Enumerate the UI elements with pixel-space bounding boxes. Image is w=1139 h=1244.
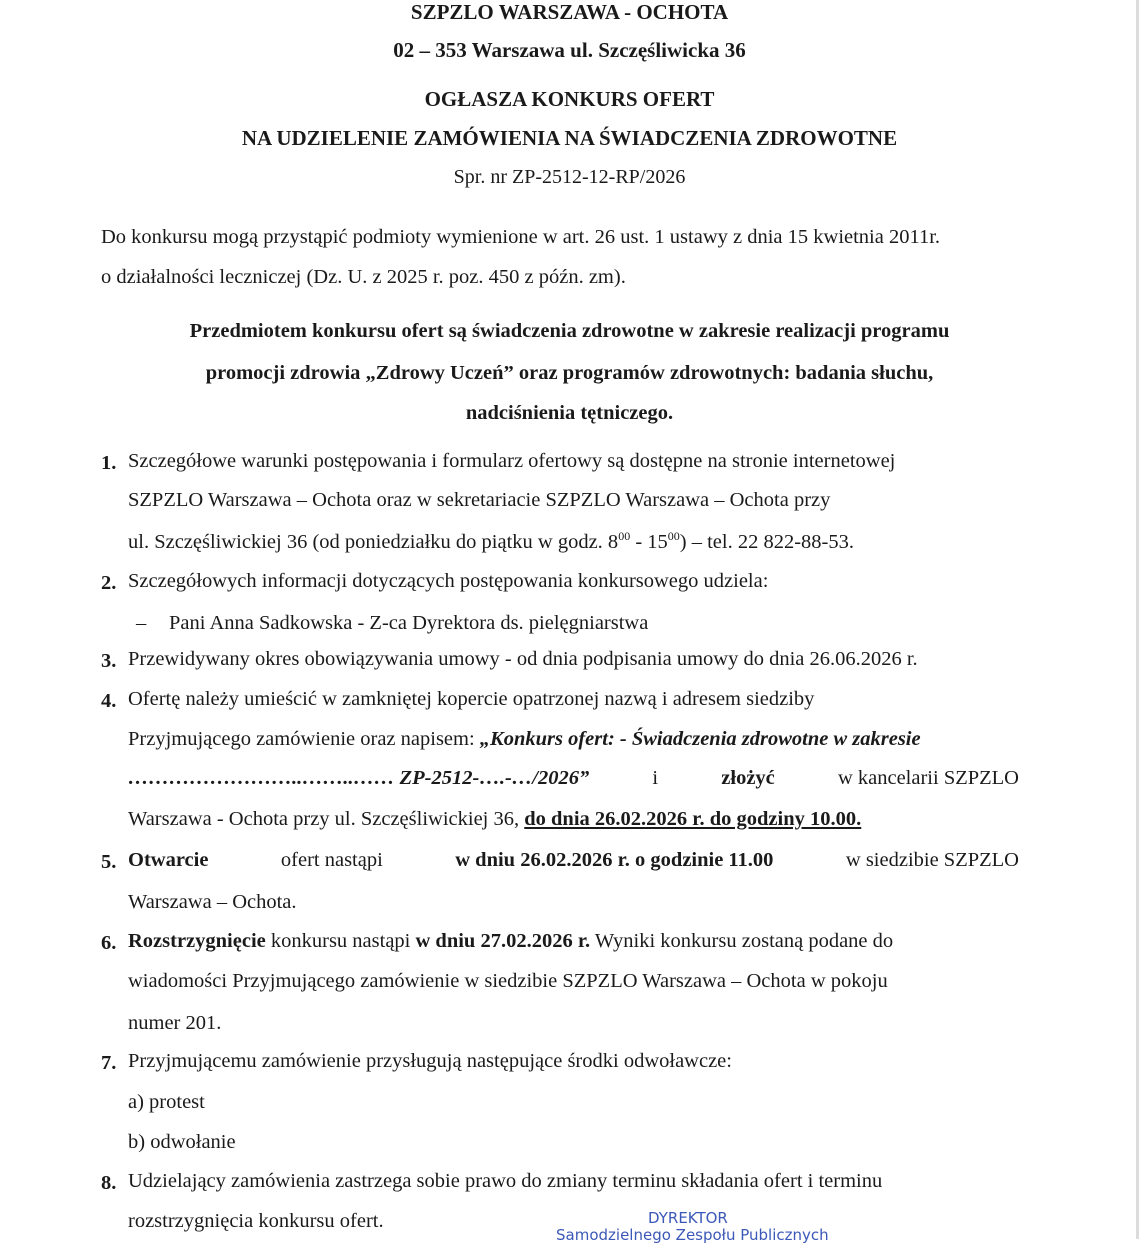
item1-sup: 00: [618, 529, 631, 543]
item2-line-1: Szczegółowych informacji dotyczących postępowania konkursowego udziela:: [128, 570, 769, 592]
item5-line-2: Warszawa – Ochota.: [128, 891, 297, 913]
item4-text: w kancelarii SZPZLO: [837, 767, 1019, 789]
item6-line-2: wiadomości Przyjmującego zamówienie w siedzibie SZPZLO Warszawa – Ochota w pokoju: [128, 970, 888, 992]
item4-line-4: [128, 808, 861, 831]
item5-line-1: [128, 849, 1019, 872]
item2-dash: –: [136, 612, 147, 634]
org-address: 02 – 353 Warszawa ul. Szczęśliwicka 36: [393, 38, 746, 62]
item4-line-1: Ofertę należy umieścić w zamkniętej kopercie opatrzonej nazwą i adresem siedziby: [128, 688, 815, 710]
item4-line-3: [128, 767, 1019, 790]
item4-line-2: [128, 728, 921, 751]
item8-line-2: rozstrzygnięcia konkursu ofert.: [128, 1210, 384, 1232]
org-name: SZPZLO WARSZAWA - OCHOTA: [410, 0, 729, 24]
resolution-date: w dniu 27.02.2026 r.: [415, 930, 591, 952]
envelope-label-ref: ……………………..……..…… ZP-2512-….-…/2026”: [128, 767, 590, 789]
item5-text: w siedzibie SZPZLO: [845, 849, 1019, 871]
item7-option-a: a) protest: [128, 1091, 205, 1113]
submission-deadline: do dnia 26.02.2026 r. do godziny 10.00.: [524, 808, 862, 830]
item5-text: Otwarcie: [128, 849, 209, 871]
item-number-7: 7.: [101, 1052, 117, 1074]
item4-text: Przyjmującego zamówienie oraz napisem:: [128, 728, 480, 750]
item3-line-1: Przewidywany okres obowiązywania umowy - od dnia podpisania umowy do dnia 26.06.2026 r.: [128, 648, 918, 670]
item6-line-3: numer 201.: [128, 1012, 222, 1034]
item1-line-1: Szczegółowe warunki postępowania i formularz ofertowy są dostępne na stronie internetowej: [128, 450, 896, 472]
item6-line-1: [128, 930, 893, 953]
item6-text: Wyniki konkursu zostaną podane do: [590, 930, 894, 952]
item-number-4: 4.: [101, 690, 117, 712]
subject-line-1: Przedmiotem konkursu ofert są świadczenia zdrowotne w zakresie realizacji programu: [189, 320, 950, 342]
intro-line-2: o działalności leczniczej (Dz. U. z 2025 r. poz. 450 z późn. zm).: [101, 266, 626, 288]
item7-option-b: b) odwołanie: [128, 1131, 236, 1153]
item-number-2: 2.: [101, 572, 117, 594]
item1-text: ) – tel. 22 822-88-53.: [679, 531, 854, 553]
item5-text: ofert nastąpi: [280, 849, 383, 871]
announcement-subtitle: NA UDZIELENIE ZAMÓWIENIA NA ŚWIADCZENIA ZDROWOTNE: [241, 126, 898, 150]
item-number-8: 8.: [101, 1172, 117, 1194]
item1-text: - 15: [630, 531, 668, 553]
item7-line-1: Przyjmującemu zamówienie przysługują następujące środki odwoławcze:: [128, 1050, 732, 1072]
intro-line-1: Do konkursu mogą przystąpić podmioty wymienione w art. 26 ust. 1 ustawy z dnia 15 kwietnia 2011r.: [101, 226, 941, 248]
item6-text: konkursu nastąpi: [265, 930, 416, 952]
item1-sup: 00: [667, 529, 680, 543]
item6-text: Rozstrzygnięcie: [128, 930, 266, 952]
opening-date: w dniu 26.02.2026 r. o godzinie 11.00: [455, 849, 774, 871]
item2-contact: Pani Anna Sadkowska - Z-ca Dyrektora ds. pielęgniarstwa: [169, 612, 649, 634]
stamp-title: DYREKTOR: [648, 1209, 728, 1227]
item1-line-2: SZPZLO Warszawa – Ochota oraz w sekretariacie SZPZLO Warszawa – Ochota przy: [128, 489, 831, 511]
item-number-3: 3.: [101, 650, 117, 672]
item4-text: Warszawa - Ochota przy ul. Szczęśliwickiej 36,: [128, 808, 525, 830]
item1-text: ul. Szczęśliwickiej 36 (od poniedziałku do piątku w godz. 8: [128, 531, 619, 553]
item-number-1: 1.: [101, 452, 117, 474]
stamp-org: Samodzielnego Zespołu Publicznych: [556, 1226, 829, 1244]
subject-line-3: nadciśnienia tętniczego.: [465, 402, 674, 424]
announcement-title: OGŁASZA KONKURS OFERT: [424, 87, 715, 111]
item8-line-1: Udzielający zamówienia zastrzega sobie prawo do zmiany terminu składania ofert i terminu: [128, 1170, 883, 1192]
item-number-5: 5.: [101, 851, 117, 873]
item4-text: i: [652, 767, 659, 789]
case-number: Spr. nr ZP-2512-12-RP/2026: [453, 166, 686, 188]
envelope-label: „Konkurs ofert: - Świadczenia zdrowotne w zakresie: [479, 728, 921, 750]
item-number-6: 6.: [101, 932, 117, 954]
subject-line-2: promocji zdrowia „Zdrowy Uczeń” oraz programów zdrowotnych: badania słuchu,: [205, 362, 934, 384]
item4-text: złożyć: [721, 767, 775, 789]
item1-line-3: [128, 529, 854, 554]
